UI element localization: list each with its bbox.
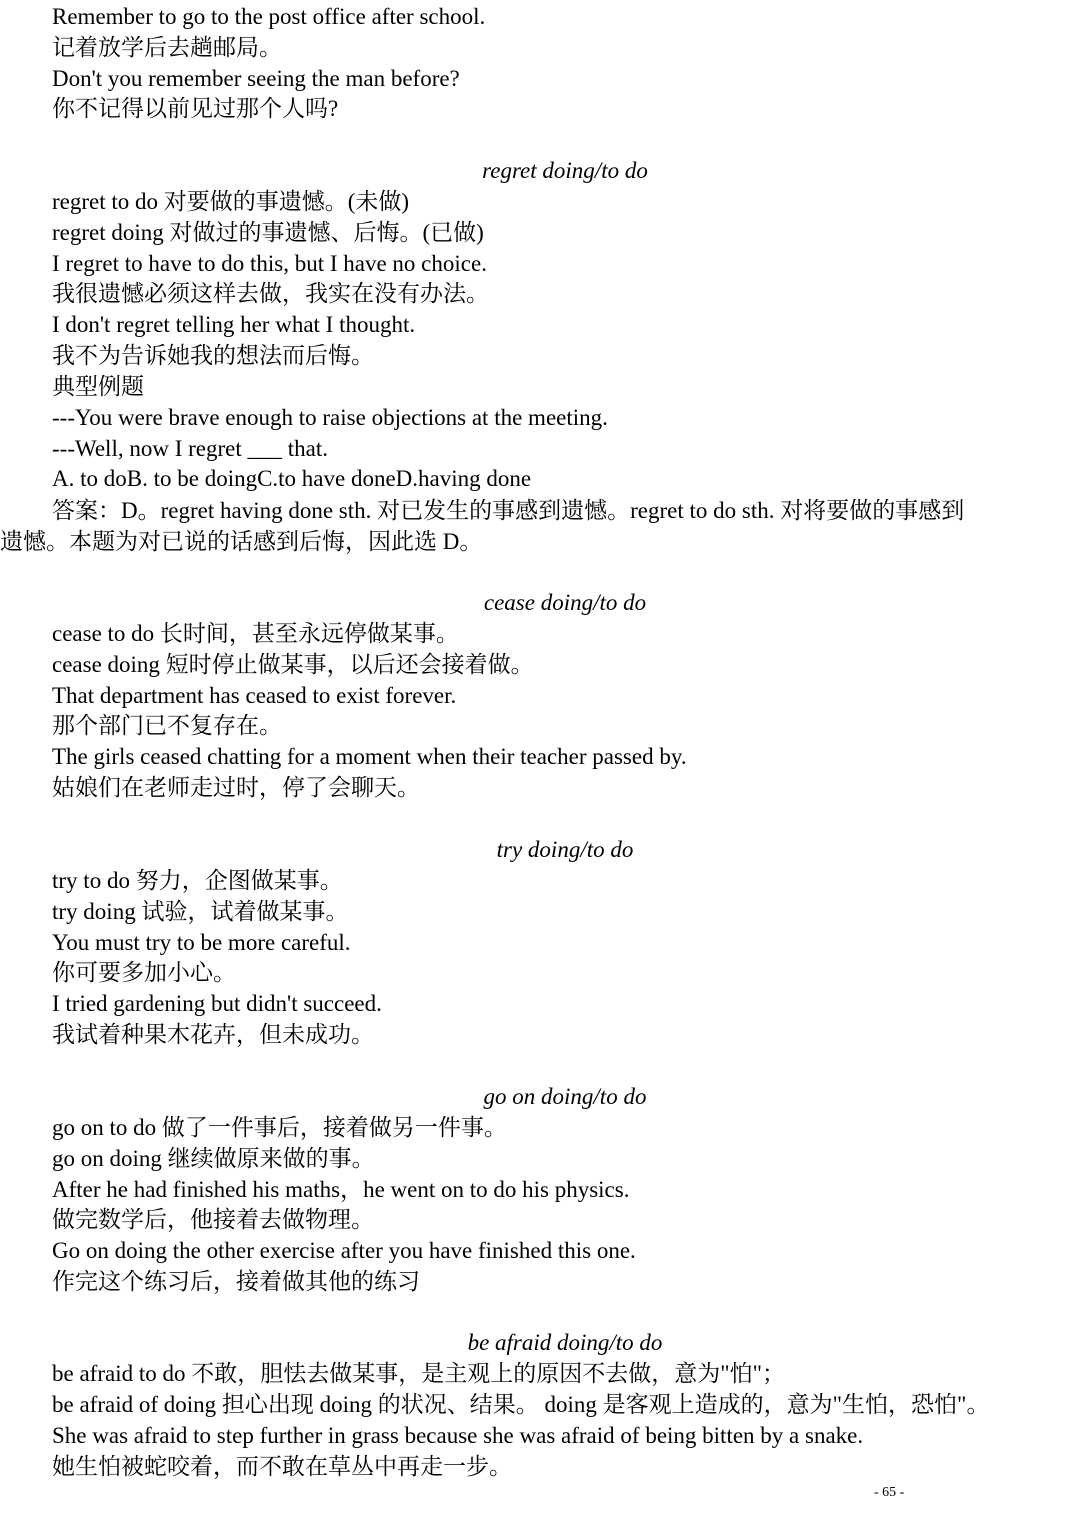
section-heading-regret: regret doing/to do	[482, 158, 648, 183]
example-answer-line-2: 遗憾。本题为对已说的话感到后悔，因此选 D。	[0, 529, 483, 554]
example-answer-line-1: 答案：D。regret having done sth. 对已发生的事感到遗憾。regret to do sth. 对将要做的事感到	[52, 498, 965, 523]
regret-line-5: I don't regret telling her what I thought.	[52, 312, 416, 337]
go-on-line-6: 作完这个练习后，接着做其他的练习	[52, 1269, 420, 1294]
intro-line-3: Don't you remember seeing the man before?	[52, 66, 460, 91]
try-line-4: 你可要多加小心。	[52, 960, 236, 985]
cease-line-5: The girls ceased chatting for a moment when their teacher passed by.	[52, 744, 687, 769]
example-answer	[0, 495, 1080, 557]
cease-line-2: cease doing 短时停止做某事，以后还会接着做。	[52, 652, 534, 677]
go-on-line-3: After he had finished his maths，he went on to do his physics.	[52, 1177, 630, 1202]
example-question-1: ---You were brave enough to raise objections at the meeting.	[52, 405, 608, 430]
section-heading-afraid: be afraid doing/to do	[467, 1330, 663, 1355]
cease-line-1: cease to do 长时间，甚至永远停做某事。	[52, 621, 459, 646]
regret-line-6: 我不为告诉她我的想法而后悔。	[52, 343, 374, 368]
page-number: - 65 -	[874, 1485, 905, 1500]
try-line-1: try to do 努力，企图做某事。	[52, 868, 343, 893]
regret-line-2: regret doing 对做过的事遗憾、后悔。(已做)	[52, 220, 484, 245]
try-line-3: You must try to be more careful.	[52, 930, 351, 955]
go-on-line-5: Go on doing the other exercise after you have finished this one.	[52, 1238, 636, 1263]
section-heading-try: try doing/to do	[496, 837, 634, 862]
try-line-2: try doing 试验，试着做某事。	[52, 899, 349, 924]
intro-line-1: Remember to go to the post office after school.	[52, 4, 486, 29]
cease-line-6: 姑娘们在老师走过时，停了会聊天。	[52, 775, 420, 800]
cease-line-4: 那个部门已不复存在。	[52, 713, 282, 738]
regret-line-3: I regret to have to do this, but I have no choice.	[52, 251, 487, 276]
example-options: A. to doB. to be doingC.to have doneD.having done	[52, 466, 532, 491]
regret-line-4: 我很遗憾必须这样去做，我实在没有办法。	[52, 281, 489, 306]
go-on-line-1: go on to do 做了一件事后，接着做另一件事。	[52, 1115, 507, 1140]
afraid-line-2: be afraid of doing 担心出现 doing 的状况、结果。 doing 是客观上造成的，意为"生怕，恐怕"。	[52, 1392, 990, 1417]
example-label: 典型例题	[52, 374, 144, 399]
regret-line-1: regret to do 对要做的事遗憾。(未做)	[52, 189, 410, 214]
section-heading-cease: cease doing/to do	[483, 590, 647, 615]
go-on-line-4: 做完数学后，他接着去做物理。	[52, 1207, 374, 1232]
example-question-2: ---Well, now I regret ___ that.	[52, 436, 328, 461]
afraid-line-1: be afraid to do 不敢，胆怯去做某事，是主观上的原因不去做，意为"怕"；	[52, 1361, 786, 1386]
cease-line-3: That department has ceased to exist forever.	[52, 683, 457, 708]
section-heading-go-on: go on doing/to do	[483, 1084, 647, 1109]
intro-line-2: 记着放学后去趟邮局。	[52, 35, 282, 60]
afraid-line-3: She was afraid to step further in grass because she was afraid of being bitten by a snake.	[52, 1423, 864, 1448]
intro-line-4: 你不记得以前见过那个人吗?	[52, 96, 339, 121]
try-line-5: I tried gardening but didn't succeed.	[52, 991, 382, 1016]
afraid-line-4: 她生怕被蛇咬着，而不敢在草丛中再走一步。	[52, 1454, 512, 1479]
try-line-6: 我试着种果木花卉，但未成功。	[52, 1022, 374, 1047]
go-on-line-2: go on doing 继续做原来做的事。	[52, 1146, 375, 1171]
